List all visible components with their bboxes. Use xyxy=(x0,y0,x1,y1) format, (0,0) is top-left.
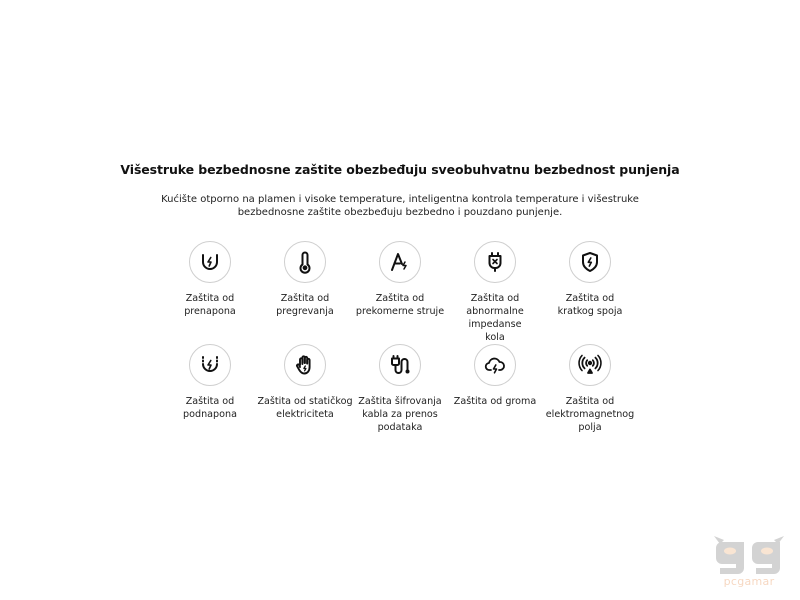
feature-short-circuit xyxy=(540,241,640,318)
feature-undervoltage xyxy=(160,344,260,421)
feature-label: Zaštita od abnormalne impedanse kola xyxy=(466,293,524,343)
feature-impedance xyxy=(445,241,545,344)
feature-overcurrent xyxy=(350,241,450,318)
feature-overheat xyxy=(255,241,355,318)
feature-label: Zaštita od kratkog spoja xyxy=(557,293,623,317)
pcgamer-logo-icon xyxy=(712,532,786,576)
undervoltage-icon xyxy=(189,344,231,386)
shield-bolt-icon xyxy=(569,241,611,283)
feature-label: Zaštita od pregrevanja xyxy=(276,293,334,317)
feature-label: Zaštita od podnapona xyxy=(183,396,237,420)
feature-emf xyxy=(540,344,640,434)
plug-x-icon xyxy=(474,241,516,283)
overcurrent-icon xyxy=(379,241,421,283)
feature-lightning xyxy=(445,344,545,408)
feature-label: Zaštita šifrovanja kabla za prenos podataka xyxy=(358,396,442,433)
page-subtitle: Kućište otporno na plamen i visoke temperature, inteligentna kontrola temperature i višestruke bezbednosne zaštite obezbeđuju bezbedno i pouzdano punjenje. xyxy=(161,194,639,218)
thermometer-icon xyxy=(284,241,326,283)
watermark-logo xyxy=(712,532,786,592)
feature-label: Zaštita od elektromagnetnog polja xyxy=(545,396,635,433)
feature-label: Zaštita od prenapona xyxy=(184,293,236,317)
hand-bolt-icon xyxy=(284,344,326,386)
feature-label: Zaštita od statičkog elektriciteta xyxy=(257,396,353,420)
feature-cable-encryption xyxy=(350,344,450,434)
radiation-waves-icon xyxy=(569,344,611,386)
cloud-bolt-icon xyxy=(474,344,516,386)
cable-icon xyxy=(379,344,421,386)
page-title: Višestruke bezbednosne zaštite obezbeđuju sveobuhvatnu bezbednost punjenja xyxy=(120,162,680,177)
feature-surge xyxy=(160,241,260,318)
surge-protection-icon xyxy=(189,241,231,283)
feature-static xyxy=(255,344,355,421)
feature-label: Zaštita od prekomerne struje xyxy=(355,293,445,317)
watermark-text: pcgamar xyxy=(723,575,775,588)
feature-label: Zaštita od groma xyxy=(453,396,537,407)
